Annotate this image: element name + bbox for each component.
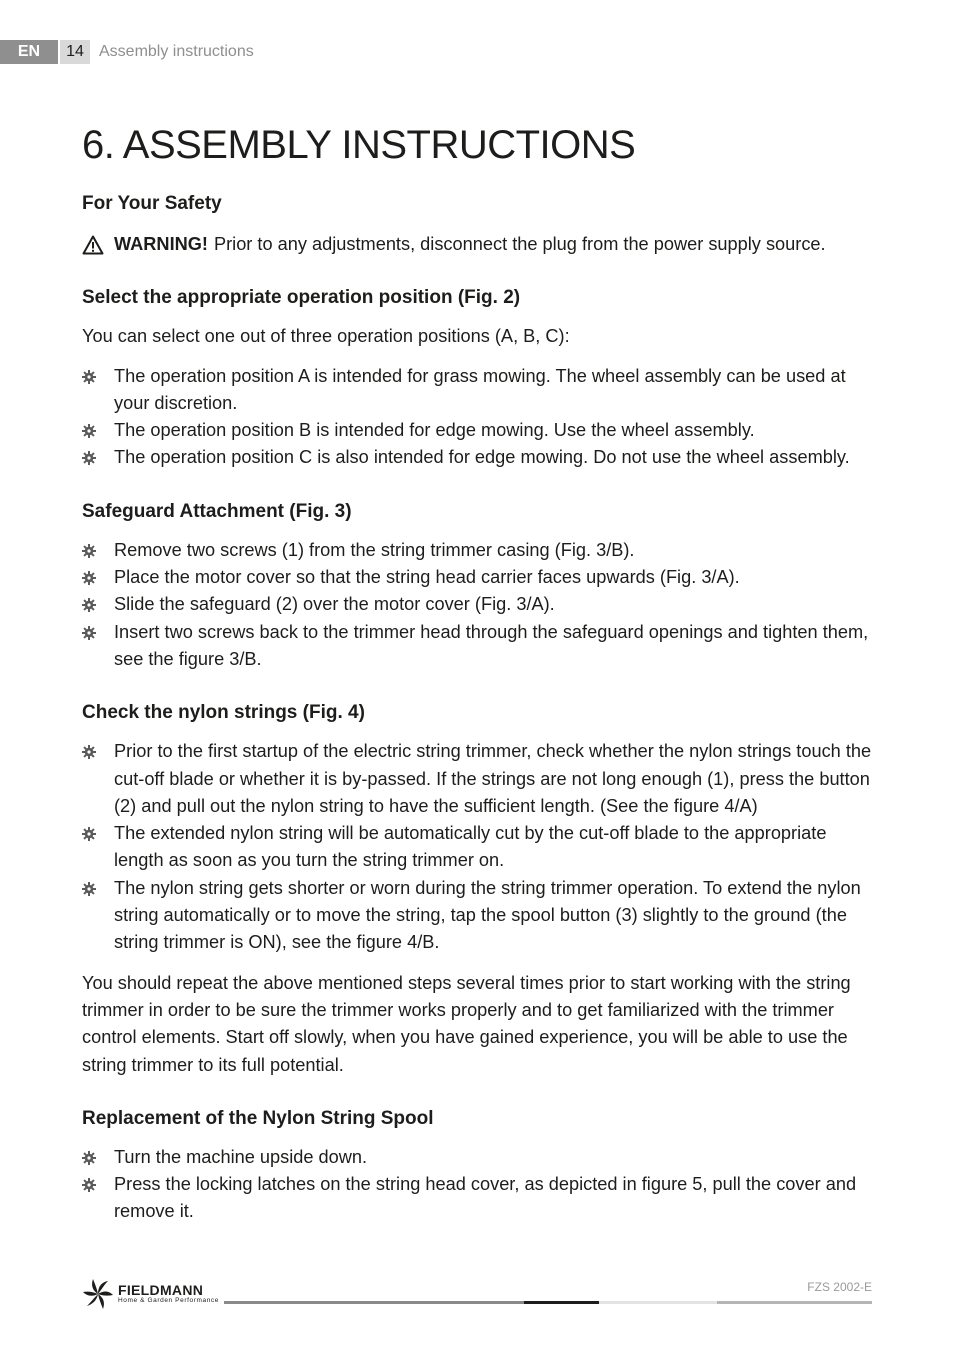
- list-item: Turn the machine upside down.: [82, 1144, 872, 1171]
- brand-name: FIELDMANN: [118, 1282, 204, 1299]
- nylon-heading: Check the nylon strings (Fig. 4): [82, 702, 365, 724]
- footer-rule-segment: [524, 1301, 599, 1304]
- bullet-gear-icon: [82, 1151, 96, 1165]
- safeguard-list: [82, 537, 872, 673]
- page-number: 14: [60, 40, 90, 64]
- list-item: Insert two screws back to the trimmer head through the safeguard openings and tighten them, see the figure 3/B.: [82, 619, 872, 674]
- warning-text: Prior to any adjustments, disconnect the plug from the power supply source.: [213, 234, 826, 254]
- language-badge: EN: [0, 40, 58, 64]
- bullet-gear-icon: [82, 424, 96, 438]
- running-section-title: Assembly instructions: [99, 43, 254, 60]
- list-item: Place the motor cover so that the string head carrier faces upwards (Fig. 3/A).: [82, 564, 872, 591]
- operation-heading: Select the appropriate operation position (Fig. 2): [82, 287, 521, 309]
- bullet-gear-icon: [82, 370, 96, 384]
- brand-text: [118, 1283, 219, 1305]
- list-item: Press the locking latches on the string head cover, as depicted in figure 5, pull the cover and remove it.: [82, 1171, 872, 1226]
- bullet-gear-icon: [82, 571, 96, 585]
- safeguard-heading: Safeguard Attachment (Fig. 3): [82, 500, 352, 522]
- list-item: The operation position A is intended for grass mowing. The wheel assembly can be used at your discretion.: [82, 363, 872, 418]
- brand-logo: [82, 1278, 219, 1310]
- safety-heading: For Your Safety: [82, 193, 222, 214]
- spool-list: [82, 1144, 872, 1226]
- nylon-list: [82, 738, 872, 956]
- list-item: Remove two screws (1) from the string trimmer casing (Fig. 3/B).: [82, 537, 872, 564]
- bullet-gear-icon: [82, 882, 96, 896]
- bullet-gear-icon: [82, 451, 96, 465]
- list-item: The nylon string gets shorter or worn during the string trimmer operation. To extend the nylon string automatically or to move the string, tap the spool button (3) slightly to the ground (the string trimmer is ON), see the figure 4/B.: [82, 875, 872, 957]
- main-content: [82, 118, 872, 1226]
- spool-heading: Replacement of the Nylon String Spool: [82, 1107, 434, 1129]
- brand-tagline: Home & Garden Performance: [118, 1297, 219, 1305]
- list-item: The operation position C is also intended for edge mowing. Do not use the wheel assembly.: [82, 444, 872, 471]
- operation-intro: You can select one out of three operation positions (A, B, C):: [82, 326, 570, 347]
- warning-triangle-icon: [82, 235, 104, 255]
- bullet-gear-icon: [82, 745, 96, 759]
- list-item: Prior to the first startup of the electric string trimmer, check whether the nylon strings touch the cut-off blade or whether it is by-passed. If the strings are not long enough (1), press the button (2) and pull out the nylon string to have the sufficient length. (See the figure 4/A): [82, 738, 872, 820]
- operation-list: [82, 363, 872, 472]
- model-number: FZS 2002-E: [807, 1280, 872, 1294]
- page-footer: [82, 1276, 872, 1312]
- list-item: The operation position B is intended for edge mowing. Use the wheel assembly.: [82, 417, 872, 444]
- footer-rule-segment: [717, 1301, 872, 1304]
- list-item: Slide the safeguard (2) over the motor cover (Fig. 3/A).: [82, 591, 872, 618]
- bullet-gear-icon: [82, 1178, 96, 1192]
- nylon-note: You should repeat the above mentioned steps several times prior to start working with the string trimmer in order to be sure the trimmer works properly and to get familiarized with the trimmer control elements. Start off slowly, when you have gained experience, you will be able to use the string trimmer to its full potential.: [82, 972, 851, 1075]
- page-title: 6. ASSEMBLY INSTRUCTIONS: [82, 123, 636, 167]
- footer-rule-segment: [599, 1301, 717, 1304]
- footer-rule-segment: [224, 1301, 524, 1304]
- bullet-gear-icon: [82, 544, 96, 558]
- page-header: [0, 40, 254, 64]
- bullet-gear-icon: [82, 598, 96, 612]
- warning-label: WARNING!: [114, 234, 208, 254]
- bullet-gear-icon: [82, 626, 96, 640]
- fieldmann-swirl-icon: [82, 1278, 114, 1310]
- warning-paragraph: [82, 231, 872, 258]
- list-item: The extended nylon string will be automatically cut by the cut-off blade to the appropriate length as soon as you turn the string trimmer on.: [82, 820, 872, 875]
- bullet-gear-icon: [82, 827, 96, 841]
